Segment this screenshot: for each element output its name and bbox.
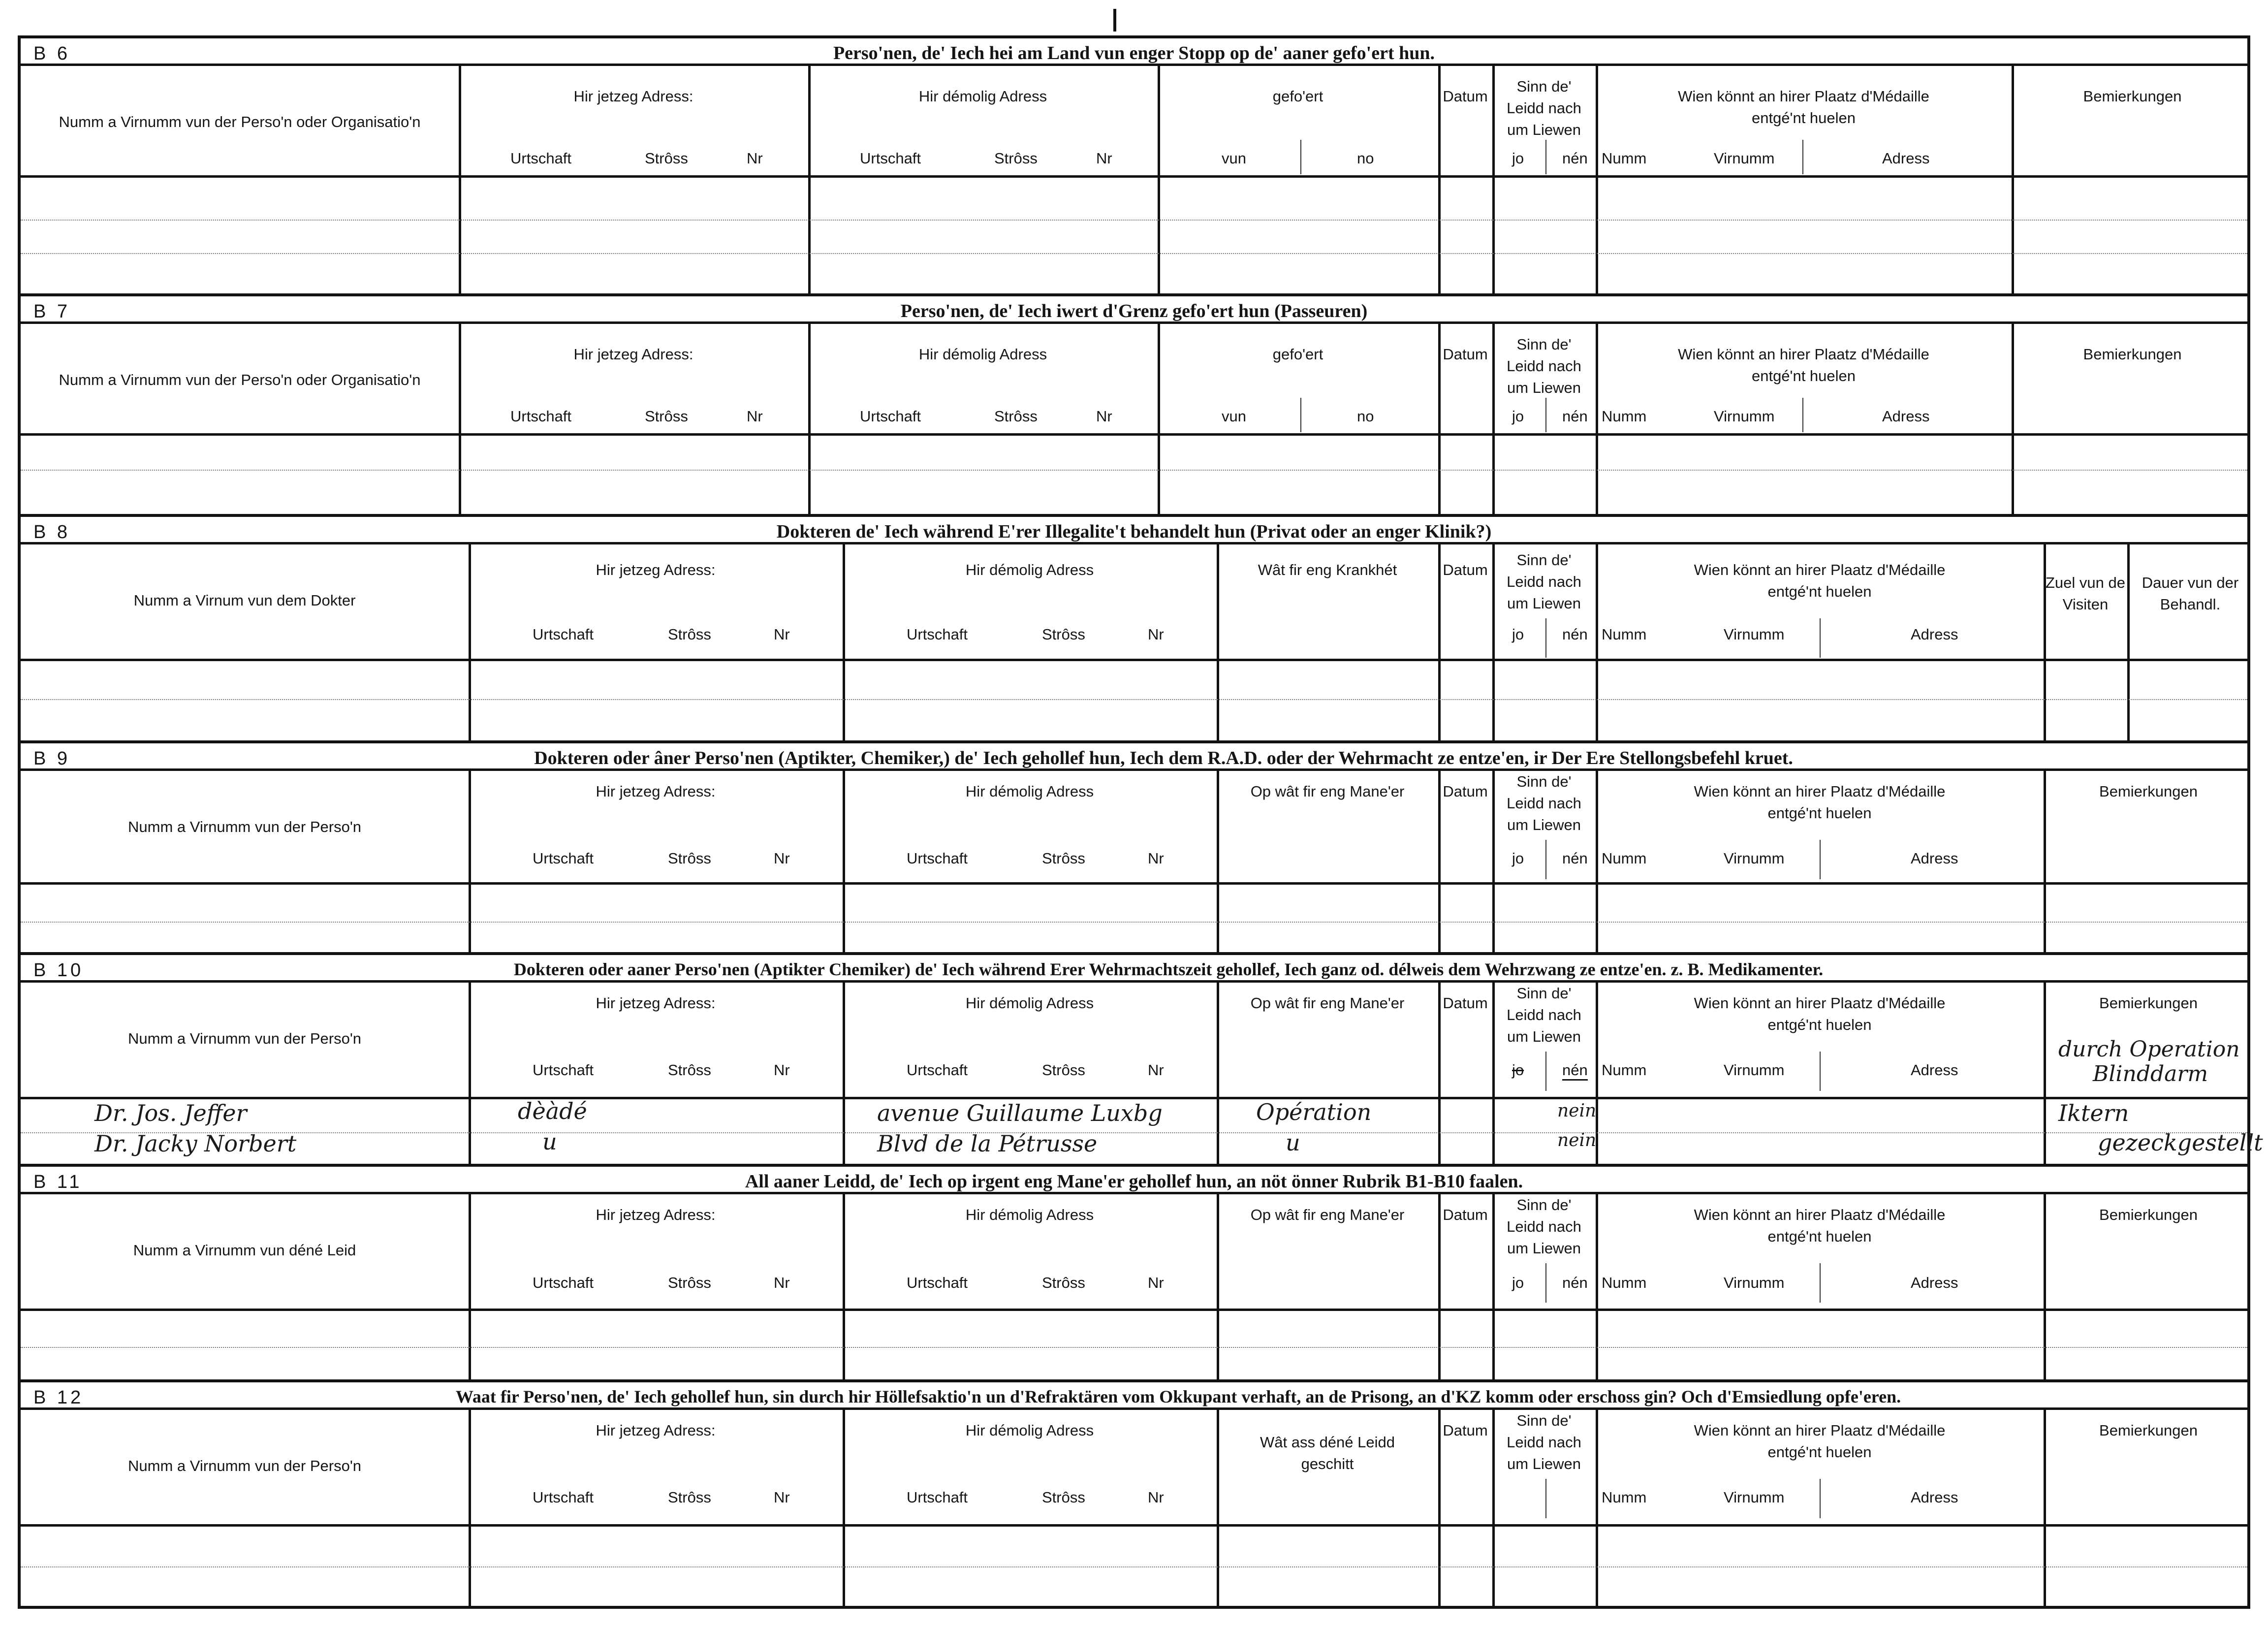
gefoert-header: gefo'ert bbox=[1272, 88, 1323, 105]
stross-label: Strôss bbox=[994, 150, 1038, 167]
remark-handwritten: Blinddarm bbox=[2093, 1061, 2208, 1086]
datum-header: Datum bbox=[1443, 346, 1488, 363]
section-title: Perso'nen, de' Iech hei am Land vun enger Stopp op de' aaner gefo'ert hun. bbox=[833, 43, 1435, 64]
vun-label: vun bbox=[1222, 150, 1246, 167]
visits-header: Zuel vun de Visiten bbox=[2046, 574, 2125, 613]
section-title: Dokteren de' Iech während E'rer Illegalite't behandelt hun (Privat oder an enger Klinik?) bbox=[776, 521, 1492, 542]
section-code: B 10 bbox=[33, 960, 84, 981]
handwritten-nen: nein bbox=[1557, 1130, 1597, 1150]
section-b8: B 8 Dokteren de' Iech während E'rer Illegalite't behandelt hun (Privat oder an enger Klinik?) Numm a Virnum vun dem Dokter Hir jetzeg Adress: Urtschaft Strôss Nr Hir démolig Adress Urtschaft Strôss Nr Wât fir eng Krankhét Datum Sinn de' Leidd nach um Liewen jo nén Wien könnt an hirer Plaatz d'Médaille entgé'nt huelen Numm Virnumm Adress Zuel vun de Visiten Dauer vun der Behandl. bbox=[21, 514, 2247, 740]
section-code: B 12 bbox=[33, 1387, 84, 1408]
section-b12: B 12 Waat fir Perso'nen, de' Iech gehollef hun, sin durch hir Höllefsaktio'n un d'Refraktären vom Okkupant verhaft, an de Prisong, an d'KZ komm oder erschoss gin? Och d'Emsiedlung opfe'eren. Numm a Virnumm vun der Perso'n Hir jetzeg Adress: Urtschaft Strôss Nr Hir démolig Adress Urtschaft Strôss Nr Wât ass déné Leidd geschitt Datum Sinn de' Leidd nach um Liewen Wien könnt an hirer Plaatz d'Médaille entgé'nt huelen Numm Virnumm Adress Bemierkungen bbox=[21, 1379, 2247, 1606]
section-code: B 11 bbox=[33, 1172, 83, 1192]
nr-label: Nr bbox=[1096, 150, 1112, 167]
current-address-header: Hir jetzeg Adress: bbox=[573, 346, 693, 363]
adress-label: Adress bbox=[1882, 150, 1930, 167]
section-title-bar bbox=[21, 1167, 2247, 1194]
nr-label: Nr bbox=[747, 150, 763, 167]
handwritten-manner: u bbox=[1286, 1129, 1300, 1156]
section-title: Dokteren oder aaner Perso'nen (Aptikter Chemiker) de' Iech während Erer Wehrmachtszeit gehollef, Iech ganz od. délweis dem Wehrzwang ze entze'en. z. B. Medikamenter. bbox=[513, 959, 1824, 979]
numm-label: Numm bbox=[1602, 150, 1647, 167]
section-title-bar bbox=[21, 38, 2247, 66]
section-b10: B 10 Dokteren oder aaner Perso'nen (Aptikter Chemiker) de' Iech während Erer Wehrmachtszeit gehollef, Iech ganz od. délweis dem Wehrzwang ze entze'en. z. B. Medikamenter. Numm a Virnumm vun der Perso'n Hir jetzeg Adress: Urtschaft Strôss Nr Hir démolig Adress Urtschaft Strôss Nr Op wât fir eng Mane'er Datum Sinn de' Leidd nach um Liewen jo nén Wien könnt an hirer Plaatz d'Médaille entgé'nt huelen Numm Virnumm Adress Bemierkungen durch Operation Blinddarm Dr. Jos. Jeffer Dr. Jacky Norbert dèàdé u avenue Guillaume Luxbg Blvd de la Pétrusse Opération u nein nein Iktern gezeckgestellt bbox=[21, 952, 2247, 1164]
nen-label: nén bbox=[1562, 150, 1588, 167]
handwritten-remark: gezeckgestellt bbox=[2098, 1129, 2263, 1156]
section-code: B 9 bbox=[33, 748, 71, 769]
col-name-header: Numm a Virnumm vun déné Leid bbox=[133, 1242, 356, 1259]
datum-header: Datum bbox=[1443, 88, 1488, 105]
section-title-bar bbox=[21, 955, 2247, 983]
stross-label: Strôss bbox=[645, 150, 688, 167]
urtschaft-label: Urtschaft bbox=[510, 150, 572, 167]
manner-header: Op wât fir eng Mane'er bbox=[1250, 783, 1405, 800]
section-title-bar bbox=[21, 517, 2247, 544]
section-b9: B 9 Dokteren oder âner Perso'nen (Aptikter, Chemiker,) de' Iech gehollef hun, Iech dem R.A.D. oder der Wehrmacht ze entze'en, ir Der Ere Stellongsbefehl kruet. Numm a Virnumm vun der Perso'n Hir jetzeg Adress: Urtschaft Strôss Nr Hir démolig Adress Urtschaft Strôss Nr Op wât fir eng Mane'er Datum Sinn de' Leidd nach um Liewen jo nén Wien könnt an hirer Plaatz d'Médaille entgé'nt huelen Numm Virnumm Adress Bemierkungen bbox=[21, 740, 2247, 952]
urtschaft-label: Urtschaft bbox=[860, 150, 921, 167]
duration-header: Dauer vun der Behandl. bbox=[2142, 574, 2239, 613]
section-b6: B 6 Perso'nen, de' Iech hei am Land vun enger Stopp op de' aaner gefo'ert hun. Numm a Virnumm vun der Perso'n oder Organisatio'n Hir jetzeg Adress: Urtschaft Strôss Nr Hir démolig Adress Urtschaft Strôss Nr gefo'ert vun no Datum Sinn de' Leidd nach um Liewen jo nén Wien könnt an hirer Plaatz d'Médaille entgé'nt huelen Numm Virnumm Adress Bemierkungen bbox=[21, 38, 2247, 293]
handwritten-nen: nein bbox=[1557, 1101, 1597, 1121]
col-name-header: Numm a Virnumm vun der Perso'n bbox=[128, 1457, 361, 1474]
section-code: B 8 bbox=[33, 522, 71, 543]
section-b11: B 11 All aaner Leidd, de' Iech op irgent eng Mane'er gehollef hun, an nöt önner Rubrik B1-B10 faalen. Numm a Virnumm vun déné Leid Hir jetzeg Adress: Urtschaft Strôss Nr Hir démolig Adress Urtschaft Strôss Nr Op wât fir eng Mane'er Datum Sinn de' Leidd nach um Liewen jo nén Wien könnt an hirer Plaatz d'Médaille entgé'nt huelen Numm Virnumm Adress Bemierkungen bbox=[21, 1164, 2247, 1379]
section-title-bar bbox=[21, 296, 2247, 324]
handwritten-town: u bbox=[542, 1128, 557, 1155]
col-name-header: Numm a Virnumm vun der Perso'n bbox=[128, 818, 361, 835]
handwritten-name: Dr. Jacky Norbert bbox=[94, 1130, 297, 1157]
current-address-header: Hir jetzeg Adress: bbox=[573, 88, 693, 105]
col-name-header: Numm a Virnum vun dem Dokter bbox=[133, 592, 356, 609]
no-label: no bbox=[1357, 150, 1374, 167]
remarks-header: Bemierkungen bbox=[2083, 88, 2182, 105]
what-happened-header: Wât ass déné Leidd geschitt bbox=[1260, 1434, 1395, 1472]
nen-label-underlined: nén bbox=[1562, 1061, 1588, 1081]
illness-header: Wât fir eng Krankhét bbox=[1258, 561, 1397, 578]
form-page bbox=[18, 35, 2263, 1609]
medal-header: Wien könnt an hirer Plaatz d'Médaille bbox=[1678, 88, 1929, 105]
col-name-header: Numm a Virnumm vun der Perso'n bbox=[128, 1030, 361, 1047]
handwritten-street: Blvd de la Pétrusse bbox=[877, 1130, 1098, 1157]
handwritten-street: avenue Guillaume Luxbg bbox=[877, 1100, 1163, 1126]
section-title: Dokteren oder âner Perso'nen (Aptikter, Chemiker,) de' Iech gehollef hun, Iech dem R.A.D. oder der Wehrmacht ze entze'en, ir Der Ere Stellongsbefehl kruet. bbox=[534, 748, 1793, 768]
virnumm-label: Virnumm bbox=[1714, 150, 1775, 167]
former-address-header: Hir démolig Adress bbox=[918, 88, 1047, 105]
sinn-header: Sinn de' bbox=[1516, 78, 1572, 95]
jo-label: jo bbox=[1512, 150, 1524, 167]
handwritten-town: dèàdé bbox=[518, 1098, 587, 1124]
col-name-header: Numm a Virnumm vun der Perso'n oder Organisatio'n bbox=[59, 113, 421, 130]
handwritten-name: Dr. Jos. Jeffer bbox=[94, 1100, 247, 1126]
section-title: Perso'nen, de' Iech iwert d'Grenz gefo'ert hun (Passeuren) bbox=[900, 301, 1368, 321]
remark-handwritten: durch Operation bbox=[2058, 1037, 2240, 1062]
section-title-bar bbox=[21, 743, 2247, 771]
section-title: All aaner Leidd, de' Iech op irgent eng Mane'er gehollef hun, an nöt önner Rubrik B1-B10 faalen. bbox=[745, 1171, 1523, 1192]
gefoert-header: gefo'ert bbox=[1272, 346, 1323, 363]
remarks-header: Bemierkungen bbox=[2083, 346, 2182, 363]
section-code: B 7 bbox=[33, 301, 71, 322]
section-code: B 6 bbox=[33, 43, 71, 64]
top-margin-mark bbox=[1113, 9, 1116, 32]
section-title: Waat fir Perso'nen, de' Iech gehollef hun, sin durch hir Höllefsaktio'n un d'Refraktären vom Okkupant verhaft, an de Prisong, an d'KZ komm oder erschoss gin? Och d'Emsiedlung opfe'eren. bbox=[455, 1387, 1901, 1406]
section-b7: B 7 Perso'nen, de' Iech iwert d'Grenz gefo'ert hun (Passeuren) Numm a Virnumm vun der Perso'n oder Organisatio'n Hir jetzeg Adress: Urtschaft Strôss Nr Hir démolig Adress Urtschaft Strôss Nr gefo'ert vun no Datum Sinn de' Leidd nach um Liewen jo nén Wien könnt an hirer Plaatz d'Médaille entgé'nt huelen Numm Virnumm Adress Bemierkungen bbox=[21, 293, 2247, 514]
jo-label-struck: jo bbox=[1512, 1061, 1524, 1079]
handwritten-remark: Iktern bbox=[2058, 1100, 2129, 1126]
handwritten-manner: Opération bbox=[1256, 1099, 1372, 1125]
former-address-header: Hir démolig Adress bbox=[918, 346, 1047, 363]
col-name-header: Numm a Virnumm vun der Perso'n oder Organisatio'n bbox=[59, 371, 421, 388]
section-title-bar bbox=[21, 1382, 2247, 1410]
